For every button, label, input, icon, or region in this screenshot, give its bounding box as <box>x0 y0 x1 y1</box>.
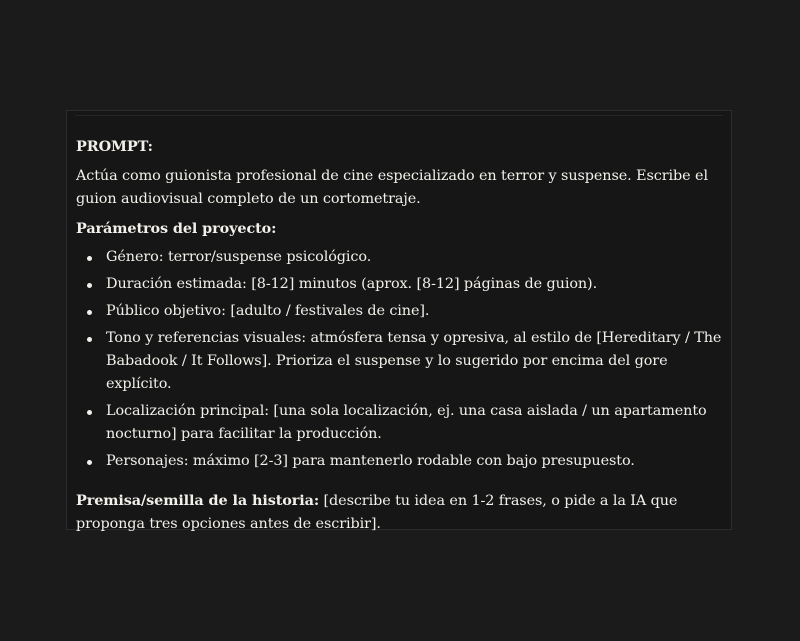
prompt-intro: Actúa como guionista profesional de cine especializado en terror y suspense. Escribe el guion audiovisual completo de un cortometraje. <box>76 168 708 207</box>
list-item: Género: terror/suspense psicológico. <box>76 246 726 269</box>
prompt-content <box>76 135 726 536</box>
list-item: Tono y referencias visuales: atmósfera tensa y opresiva, al estilo de [Hereditary / The Babadook / It Follows]. Prioriza el suspense y lo sugerido por encima del gore explícito. <box>76 327 726 396</box>
params-title: Parámetros del proyecto: <box>76 220 277 237</box>
premise-label: Premisa/semilla de la historia: <box>76 492 320 509</box>
params-list <box>76 246 726 473</box>
prompt-card <box>66 110 732 530</box>
list-item: Personajes: máximo [2-3] para mantenerlo rodable con bajo presupuesto. <box>76 450 726 473</box>
premise-paragraph <box>76 489 726 536</box>
list-item: Duración estimada: [8-12] minutos (aprox. [8-12] páginas de guion). <box>76 273 726 296</box>
list-item: Localización principal: [una sola localización, ej. una casa aislada / un apartamento nocturno] para facilitar la producción. <box>76 400 726 446</box>
premise-text: [describe tu idea en 1-2 frases, o pide a la IA que proponga tres opciones antes de escribir]. <box>76 493 678 532</box>
prompt-label: PROMPT: <box>76 138 153 155</box>
list-item: Público objetivo: [adulto / festivales de cine]. <box>76 300 726 323</box>
